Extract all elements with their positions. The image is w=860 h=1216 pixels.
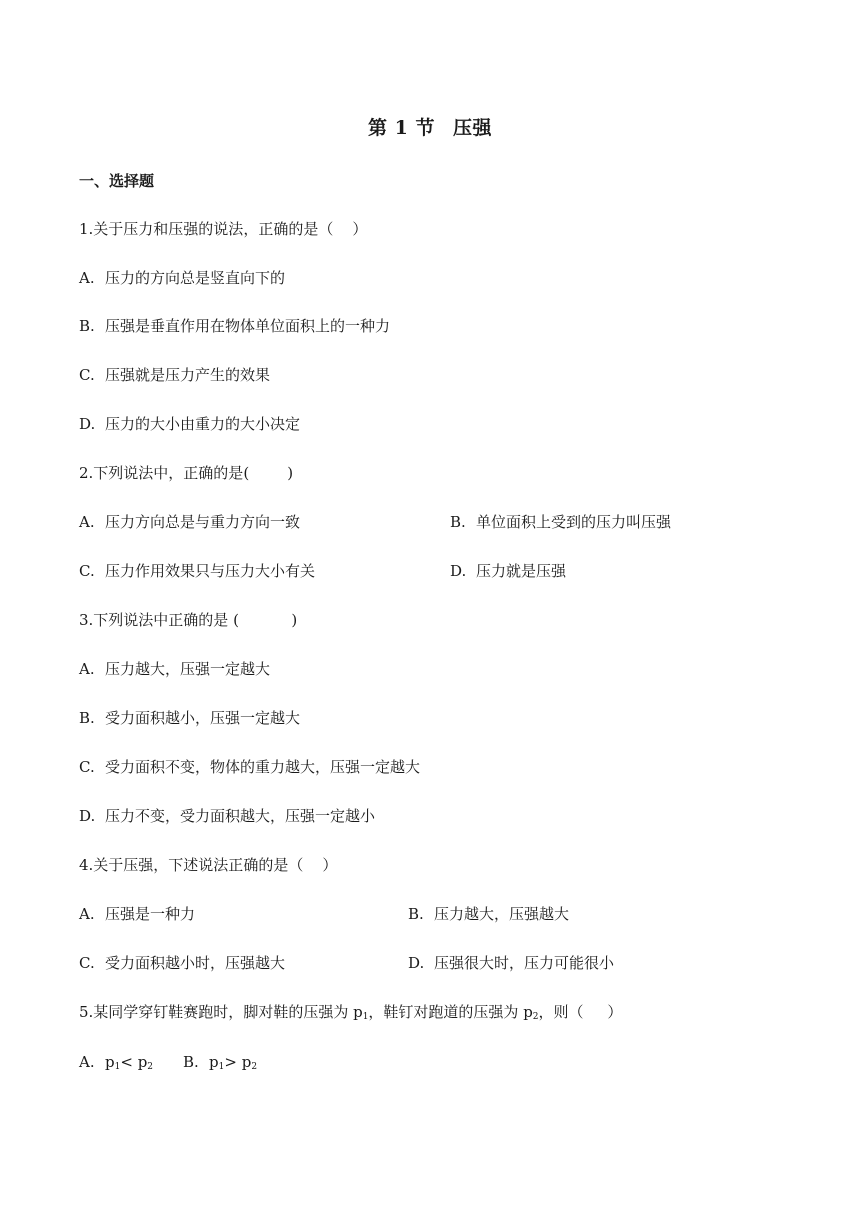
option-text: 受力面积越小时，压强越大 — [105, 954, 286, 972]
option-label: A. — [79, 1053, 95, 1071]
option-label: C. — [79, 758, 95, 776]
option-variable: p — [209, 1053, 219, 1071]
option-label: A. — [79, 513, 95, 531]
question-3-option-b — [79, 708, 300, 728]
option-label: B. — [183, 1053, 199, 1071]
subscript: 1 — [362, 1012, 369, 1022]
option-text: 压力不变，受力面积越大，压强一定越小 — [105, 807, 376, 825]
question-3-option-a — [79, 659, 270, 679]
option-text: 受力面积不变，物体的重力越大，压强一定越大 — [105, 758, 421, 776]
question-2-option-a — [79, 512, 300, 532]
question-4-option-c — [79, 953, 285, 973]
option-text: 压力作用效果只与压力大小有关 — [105, 562, 316, 580]
question-2-option-d — [450, 561, 566, 581]
option-label: D. — [450, 562, 467, 580]
option-label: B. — [79, 317, 95, 335]
option-text: 压力的方向总是竖直向下的 — [105, 269, 286, 287]
option-text: 压强很大时，压力可能很小 — [434, 954, 615, 972]
question-2-option-c — [79, 561, 315, 581]
question-4-stem: 4.关于压强，下述说法正确的是（ ） — [79, 856, 338, 874]
question-1-option-d — [79, 414, 300, 434]
subscript: 1 — [114, 1062, 121, 1072]
option-text: 压强是垂直作用在物体单位面积上的一种力 — [105, 317, 391, 335]
option-text: 压力越大，压强越大 — [434, 905, 570, 923]
option-text: 受力面积越小，压强一定越大 — [105, 709, 301, 727]
subscript: 2 — [532, 1012, 539, 1022]
option-relation: < — [120, 1053, 138, 1071]
subscript: 2 — [147, 1062, 154, 1072]
question-1-option-a — [79, 268, 285, 288]
stem-text: ，则（ ） — [538, 1003, 623, 1021]
question-1-option-c — [79, 365, 270, 385]
question-5-options — [79, 1052, 257, 1077]
option-label: D. — [408, 954, 425, 972]
option-text: 压力的大小由重力的大小决定 — [105, 415, 301, 433]
option-text: 压力就是压强 — [476, 562, 567, 580]
option-text: 压强就是压力产生的效果 — [105, 366, 271, 384]
option-text: 压力越大，压强一定越大 — [105, 660, 271, 678]
option-label: D. — [79, 415, 96, 433]
option-label: A. — [79, 269, 95, 287]
option-variable: p — [137, 1053, 148, 1071]
page-title — [0, 113, 860, 140]
question-3-option-d — [79, 806, 375, 826]
question-3-stem: 3.下列说法中正确的是 ( ) — [79, 611, 298, 629]
question-4-option-b — [408, 904, 569, 924]
option-variable: p — [241, 1053, 252, 1071]
option-label: C. — [79, 562, 95, 580]
title-section-number: 第 1 节 — [368, 117, 435, 139]
question-3-option-c — [79, 757, 420, 777]
option-label: A. — [79, 905, 95, 923]
option-text: 压强是一种力 — [105, 905, 196, 923]
question-1-stem: 1.关于压力和压强的说法，正确的是（ ） — [79, 220, 368, 238]
subscript: 2 — [251, 1062, 258, 1072]
question-2-option-b — [450, 512, 671, 532]
subscript: 1 — [218, 1062, 225, 1072]
question-5-stem — [79, 1002, 622, 1027]
question-4-option-d — [408, 953, 614, 973]
section-heading: 一、选择题 — [79, 172, 155, 190]
option-variable: p — [105, 1053, 115, 1071]
option-label: B. — [450, 513, 466, 531]
stem-text: ，鞋钉对跑道的压强为 p — [368, 1003, 533, 1021]
stem-text: 5.某同学穿钉鞋赛跑时，脚对鞋的压强为 p — [79, 1003, 363, 1021]
option-label: C. — [79, 954, 95, 972]
option-label: A. — [79, 660, 95, 678]
title-topic: 压强 — [452, 117, 492, 139]
option-text: 压力方向总是与重力方向一致 — [105, 513, 301, 531]
option-label: D. — [79, 807, 96, 825]
option-label: B. — [79, 709, 95, 727]
question-1-option-b — [79, 316, 390, 336]
question-2-stem: 2.下列说法中，正确的是( ) — [79, 464, 294, 482]
question-4-option-a — [79, 904, 195, 924]
option-text: 单位面积上受到的压力叫压强 — [476, 513, 672, 531]
option-relation: > — [224, 1053, 242, 1071]
option-label: C. — [79, 366, 95, 384]
option-label: B. — [408, 905, 424, 923]
